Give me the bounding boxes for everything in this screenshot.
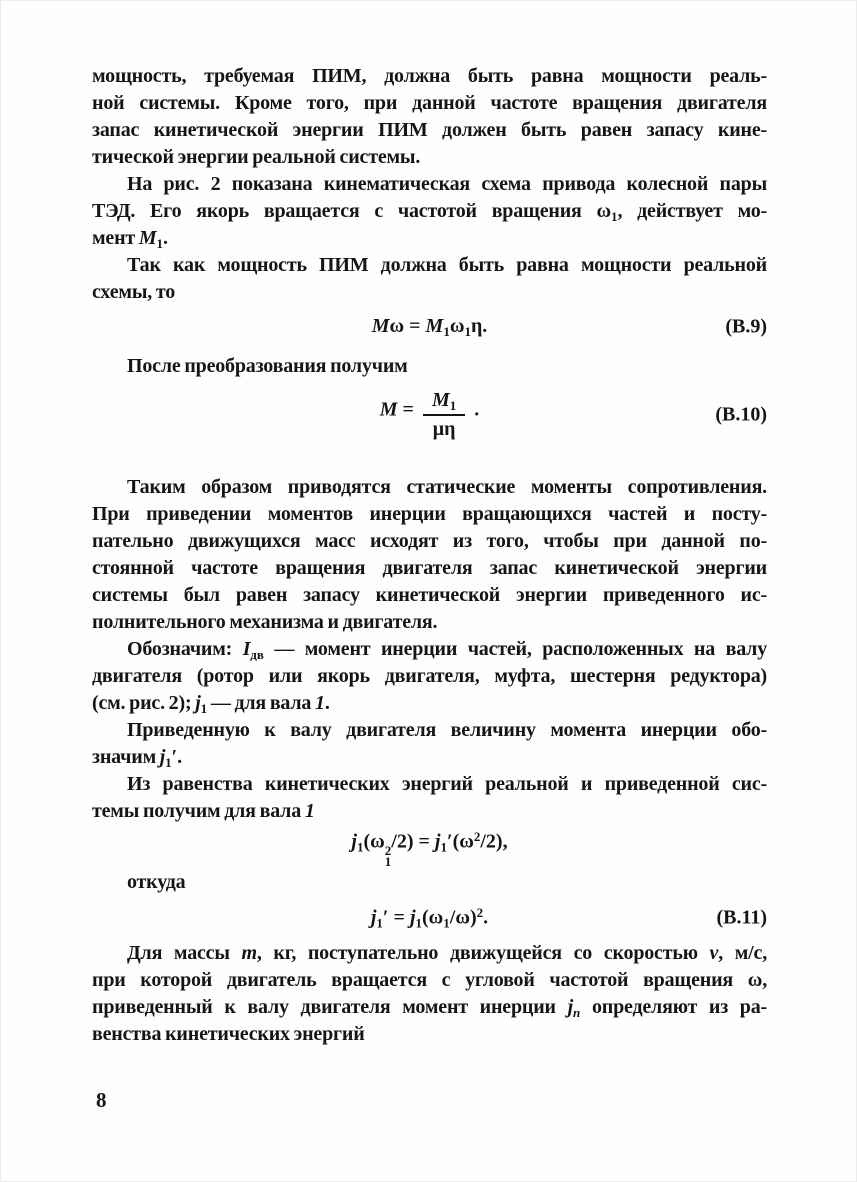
formula-number: (В.9) bbox=[725, 315, 767, 338]
text-line: мент $M_1$. bbox=[92, 227, 168, 251]
text-line: Для массы m, кг, поступательно движущейся со скоростью v, м/с, bbox=[127, 941, 767, 964]
formula-body: $j_1(\omega$ 2 1 $/2) = j_1'(\omega^2/2)$, bbox=[351, 829, 508, 870]
text-line: (см. рис. 2); $j_1$ — для вала 1. bbox=[92, 692, 330, 717]
text-line: После преобразования получим bbox=[127, 354, 408, 377]
text-line: На рис. 2 показана кинематическая схема привода колесной пары bbox=[127, 173, 767, 195]
paragraph bbox=[92, 636, 767, 717]
formula-number: (В.11) bbox=[716, 906, 767, 929]
text-line: стоянной частоте вращения двигателя запас кинетической энергии bbox=[92, 557, 767, 580]
text-line: ной системы. Кроме того, при данной частоте вращения двигателя bbox=[92, 92, 767, 114]
text-line: Приведенную к валу двигателя величину момента инерции обо- bbox=[127, 719, 767, 742]
paragraph bbox=[92, 171, 767, 252]
text-line: мощность, требуемая ПИМ, должна быть равна мощности реаль- bbox=[92, 65, 767, 87]
paragraph bbox=[92, 252, 767, 306]
page-number: 8 bbox=[96, 1088, 107, 1112]
text-line: схемы, то bbox=[92, 281, 175, 303]
text-line: пательно движущихся масс исходят из того, чтобы при данной по- bbox=[92, 530, 767, 553]
text-line: Так как мощность ПИМ должна быть равна мощности реальной bbox=[127, 254, 767, 276]
paragraph bbox=[92, 474, 767, 636]
text-line: при которой двигатель вращается с угловой частотой вращения ω, bbox=[92, 968, 767, 991]
text-line: Обозначим: $I_{дв}$ — момент инерции частей, расположенных на валу bbox=[127, 638, 767, 663]
text-line: значим $j_1'$. bbox=[92, 746, 182, 771]
text-line: Таким образом приводятся статические моменты сопротивления. bbox=[127, 476, 767, 499]
text-line: ТЭД. Его якорь вращается с частотой вращения $\omega_1$, действует мо- bbox=[92, 200, 767, 224]
text-line: откуда bbox=[127, 871, 186, 894]
text-line: двигателя (ротор или якорь двигателя, муфта, шестерня редуктора) bbox=[92, 665, 767, 688]
paragraph bbox=[92, 771, 767, 825]
paragraph bbox=[92, 869, 767, 896]
text-line: полнительного механизма и двигателя. bbox=[92, 611, 438, 634]
text-line: приведенный к валу двигателя момент инерции $j_n$ определяют из ра- bbox=[92, 995, 767, 1020]
text-line: запас кинетической энергии ПИМ должен быть равен запасу кине- bbox=[92, 119, 767, 141]
formula-body: M = $\frac{M_1}{\mu\eta}$ . bbox=[379, 388, 480, 441]
paragraph bbox=[92, 940, 767, 1048]
formula-body: $j_1' = j_1(\omega_1/\omega)^2$. bbox=[370, 905, 489, 931]
formula-number: (В.10) bbox=[715, 403, 767, 426]
text-line: венства кинетических энергий bbox=[92, 1022, 365, 1045]
paragraph bbox=[92, 353, 767, 380]
text-line: При приведении моментов инерции вращающихся частей и посту- bbox=[92, 503, 767, 526]
formula-mid bbox=[92, 829, 767, 870]
formula-body: $M\omega = M_1\omega_1\eta$. bbox=[371, 315, 488, 339]
text-line: тической энергии реальной системы. bbox=[92, 146, 421, 168]
text-line: темы получим для вала 1 bbox=[92, 800, 315, 823]
text-line: системы был равен запасу кинетической энергии приведенного ис- bbox=[92, 584, 767, 607]
paragraph bbox=[92, 63, 767, 171]
text-block bbox=[92, 63, 767, 1048]
formula-b9 bbox=[92, 315, 767, 340]
formula-b11 bbox=[92, 905, 767, 931]
formula-b10 bbox=[92, 388, 767, 441]
paragraph bbox=[92, 717, 767, 771]
text-line: Из равенства кинетических энергий реальной и приведенной сис- bbox=[127, 773, 767, 796]
